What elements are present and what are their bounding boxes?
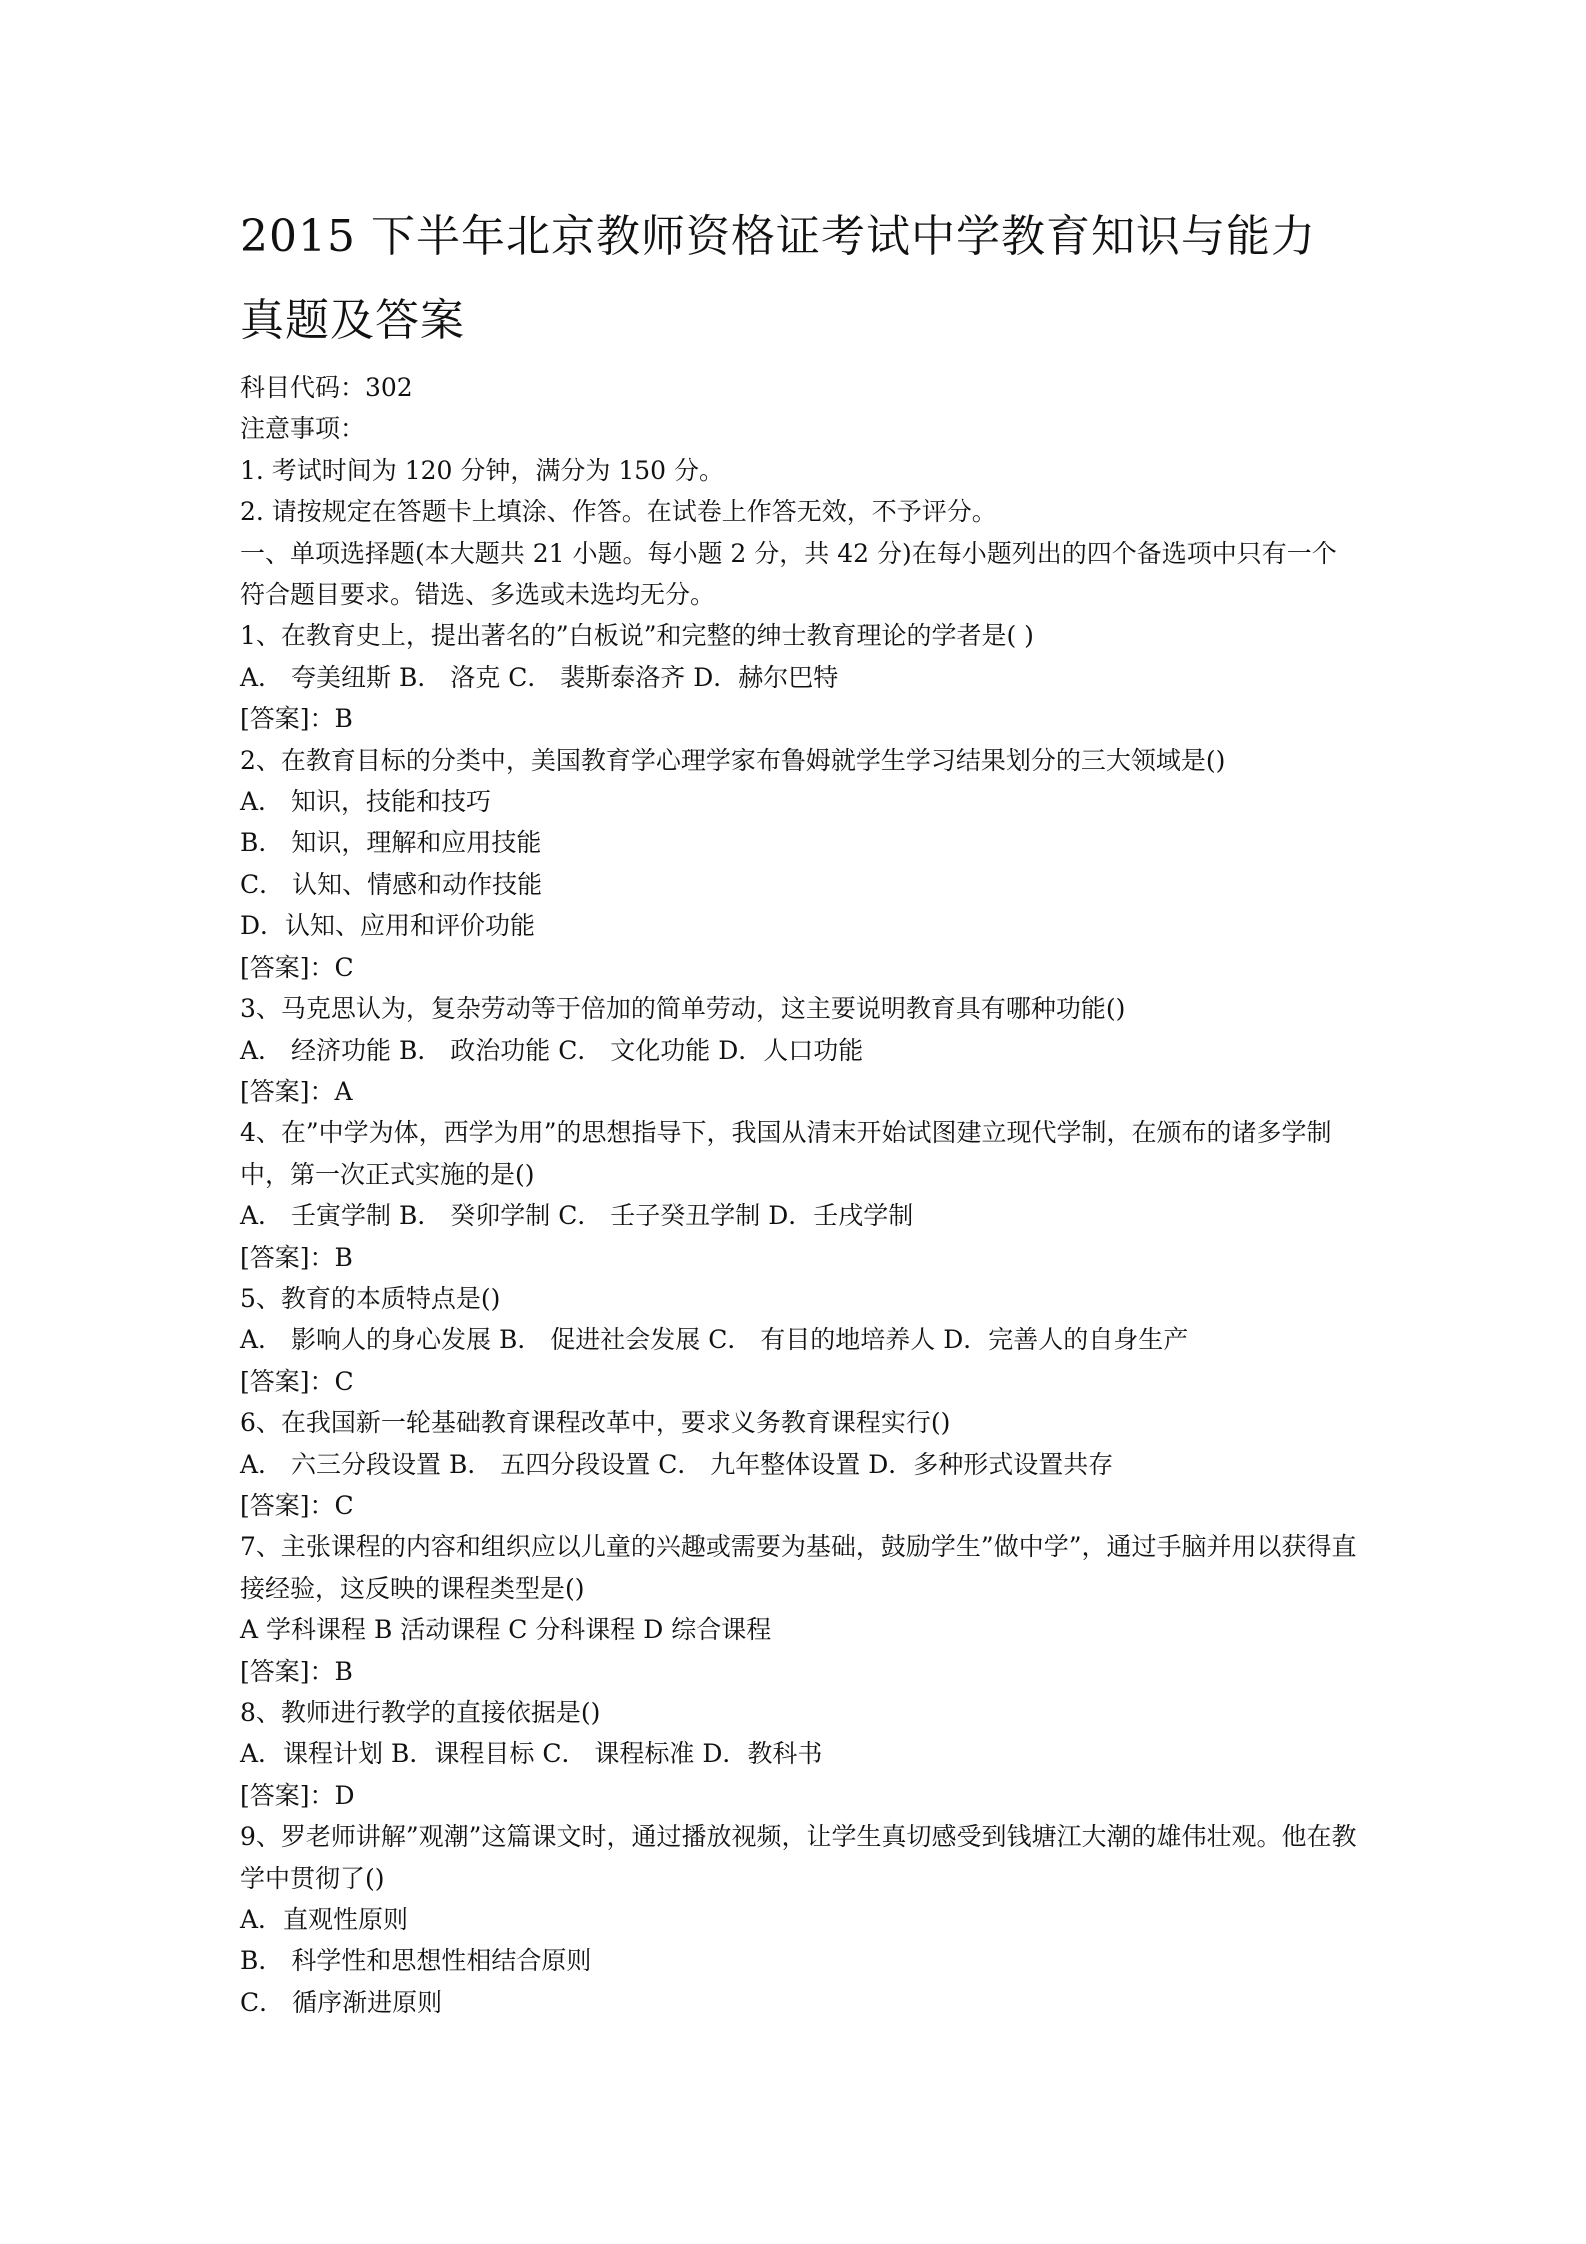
document-title: 2015 下半年北京教师资格证考试中学教育知识与能力真题及答案	[240, 211, 1316, 346]
answer-line: [答案]：D	[240, 1780, 355, 1810]
question-stem: 4、在”中学为体，西学为用”的思想指导下，我国从清末开始试图建立现代学制，在颁布的诸多学制中，第一次正式实施的是()	[240, 1118, 1332, 1189]
question-stem: 3、马克思认为，复杂劳动等于倍加的简单劳动，这主要说明教育具有哪种功能()	[240, 994, 1126, 1024]
answer-line: [答案]：B	[240, 1656, 353, 1686]
document-page	[240, 195, 1360, 2023]
question-stem: 8、教师进行教学的直接依据是()	[240, 1698, 601, 1727]
question-options: A． 夸美纽斯 B． 洛克 C． 裴斯泰洛齐 D．赫尔巴特	[240, 662, 839, 692]
question-option: C． 认知、情感和动作技能	[240, 869, 543, 899]
question-stem: 1、在教育史上，提出著名的”白板说”和完整的绅士教育理论的学者是( )	[240, 621, 1034, 651]
document-body	[240, 367, 1360, 2023]
question-option: B． 科学性和思想性相结合原则	[240, 1946, 592, 1976]
question-options: A．课程计划 B．课程目标 C． 课程标准 D．教科书	[240, 1739, 823, 1769]
answer-line: [答案]：B	[240, 704, 353, 734]
question-stem: 2、在教育目标的分类中，美国教育学心理学家布鲁姆就学生学习结果划分的三大领域是()	[240, 745, 1226, 775]
question-stem: 5、教育的本质特点是()	[240, 1283, 501, 1313]
question-stem: 7、主张课程的内容和组织应以儿童的兴趣或需要为基础，鼓励学生”做中学”，通过手脑并用以获得直接经验，这反映的课程类型是()	[240, 1532, 1357, 1603]
answer-line: [答案]：C	[240, 1490, 354, 1520]
question-stem: 9、罗老师讲解”观潮”这篇课文时，通过播放视频，让学生真切感受到钱塘江大潮的雄伟壮观。他在教学中贯彻了()	[240, 1822, 1357, 1893]
notice-item: 1. 考试时间为 120 分钟，满分为 150 分。	[240, 455, 725, 485]
question-options: A 学科课程 B 活动课程 C 分科课程 D 综合课程	[240, 1615, 772, 1645]
question-stem: 6、在我国新一轮基础教育课程改革中，要求义务教育课程实行()	[240, 1408, 951, 1438]
question-options: A． 六三分段设置 B． 五四分段设置 C． 九年整体设置 D．多种形式设置共存	[240, 1449, 1114, 1479]
question-option: A．直观性原则	[240, 1905, 409, 1935]
question-options: A． 经济功能 B． 政治功能 C． 文化功能 D．人口功能	[240, 1035, 864, 1065]
question-option: C． 循序渐进原则	[240, 1987, 443, 2017]
notice-item: 2. 请按规定在答题卡上填涂、作答。在试卷上作答无效，不予评分。	[240, 497, 997, 527]
question-option: A． 知识，技能和技巧	[240, 787, 492, 817]
question-option: B． 知识，理解和应用技能	[240, 828, 542, 858]
answer-line: [答案]：A	[240, 1076, 353, 1106]
answer-line: [答案]：C	[240, 952, 354, 982]
section-heading: 一、单项选择题(本大题共 21 小题。每小题 2 分，共 42 分)在每小题列出的四个备选项中只有一个符合题目要求。错选、多选或未选均无分。	[240, 538, 1337, 610]
question-option: D．认知、应用和评价功能	[240, 911, 536, 941]
question-options: A． 壬寅学制 B． 癸卯学制 C． 壬子癸丑学制 D．壬戌学制	[240, 1201, 914, 1231]
answer-line: [答案]：B	[240, 1242, 353, 1272]
notice-heading: 注意事项：	[240, 414, 366, 444]
subject-code: 科目代码：302	[240, 373, 413, 402]
question-options: A． 影响人的身心发展 B． 促进社会发展 C． 有目的地培养人 D．完善人的自身生产	[240, 1325, 1189, 1355]
answer-line: [答案]：C	[240, 1366, 354, 1396]
